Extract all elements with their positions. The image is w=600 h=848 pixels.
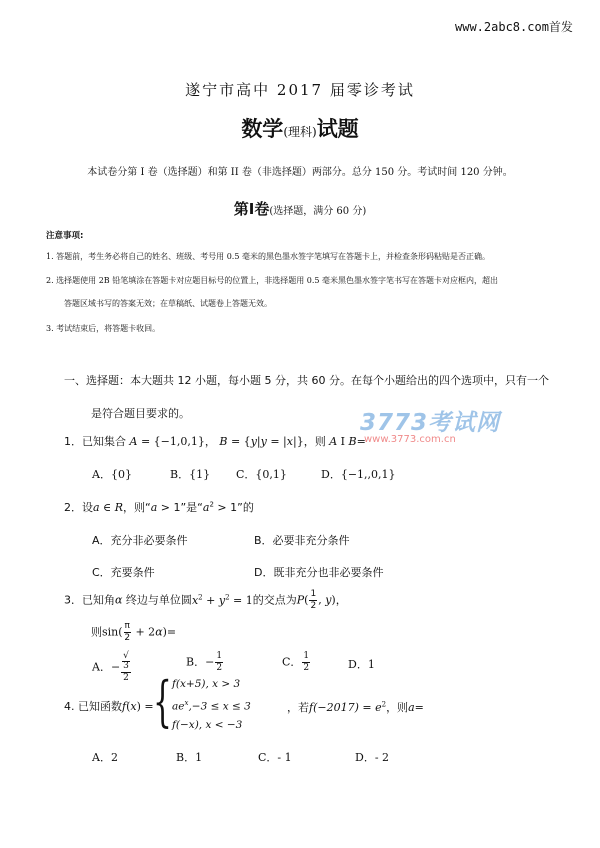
subject-main: 数学 [241,117,284,141]
q1-option-a: A．{0} [92,468,132,481]
q4-option-b: B．1 [176,751,203,764]
q2-in-r: ，则“ [123,501,151,514]
subject-title [0,113,600,143]
watermark [360,404,500,445]
note-3: 3. 考试结束后，将答题卡收回。 [46,324,161,333]
q1-stem: 1．已知集合 A = {−1,0,1}， B = {y|y = |x|}，则 A I B= [64,435,366,448]
q4-prefix: 4. 已知函数 [64,700,122,713]
q3-point-frac: $\frac{1}{2}$ [310,589,317,611]
q1-var-a: A [129,435,138,448]
volume-main: 第Ⅰ卷 [233,200,270,218]
q3-option-d: D．1 [348,658,375,671]
q3-option-b: B．− $\frac{1}{2}$ [186,651,223,673]
volume-sub: (选择题，满分 60 分) [269,206,367,217]
section1-line1: 一、选择题：本大题共 12 小题，每小题 5 分，共 60 分。在每个小题给出的四个选项中，只有一个 [64,374,549,387]
q3-mid1: 终边与单位圆 [122,593,192,607]
q2-c1: > 1”是“ [157,501,203,514]
q1-then: ，则 [303,435,326,448]
q1-option-b: B．{1} [170,468,211,481]
q1-option-c: C．{0,1} [236,468,287,481]
q4-case-2: $ae^x,-3 \le x \le 3$ [172,699,251,713]
watermark-main: 3773考试网 [360,410,501,436]
q3-prefix: 3．已知角 [64,593,115,607]
volume-title [0,198,600,219]
q1-var-b: B [219,435,228,448]
q1-sep: ， [204,435,216,448]
q2-c2: > 1”的 [213,501,254,514]
q2-option-c: C．充要条件 [92,566,155,579]
section1-line2: 是符合题目要求的。 [91,407,190,420]
q4-option-c: C．- 1 [258,751,292,764]
q2-prefix: 2．设 [64,501,93,514]
q3-option-c: C． $\frac{1}{2}$ [282,651,310,673]
q3-tail: ， [335,593,347,607]
q1-prefix: 1．已知集合 [64,435,126,448]
exam-intro: 本试卷分第 I 卷（选择题）和第 II 卷（非选择题）两部分。总分 150 分。考试时间 120 分钟。 [87,167,513,178]
q1-option-d: D．{−1,,0,1} [321,468,396,481]
q1-tail: = [356,435,366,448]
watermark-sub: www.3773.com.cn [364,434,456,445]
note-1: 1. 答题前，考生务必将自己的姓名、班级、考号用 0.5 毫米的黑色墨水签字笔填写在答题卡上，并检查条形码粘贴是否正确。 [46,252,490,261]
q3-ask-prefix: 则 [91,625,102,639]
q3-mid2: 的交点为 [252,593,297,607]
subject-sub: (理科) [283,125,317,139]
q2-option-d: D．既非充分也非必要条件 [254,566,384,579]
note-2a: 2. 选择题使用 2B 铅笔填涂在答题卡对应题目标号的位置上，非选择题用 0.5 毫米黑色墨水签字笔书写在答题卡对应框内，超出 [46,276,499,285]
q3-ask: 则sin( $\frac{\pi}{2}$ + 2α)= [91,621,177,643]
site-tag: www.2abc8.com首发 [455,20,573,34]
notes-heading: 注意事项: [46,231,84,241]
q3-option-a: A．− √ 3 2 [92,651,129,683]
q4-option-a: A．2 [92,751,118,764]
q2-option-b: B．必要非充分条件 [254,534,350,547]
subject-suffix: 试题 [316,117,359,141]
q4-stem: 4. 已知函数f(x) = [64,700,154,713]
q3-pi-frac: $\frac{\pi}{2}$ [124,621,131,643]
q4-case-3: f(−x), x < −3 [172,719,243,731]
note-2b: 答题区域书写的答案无效；在草稿纸、试题卷上答题无效。 [64,299,272,308]
q4-condition: ，若$f(-2017) = e^2$，则a= [287,700,424,714]
q2-option-a: A．充分非必要条件 [92,534,188,547]
school-title: 遂宁市高中 2017 届零诊考试 [185,81,415,99]
q3-stem: 3．已知角α 终边与单位圆$x^2 + y^2 = 1$的交点为P( $\frac{1}{2}$ , y)， [64,589,347,611]
q4-option-d: D．- 2 [355,751,390,764]
q3-ask-suffix: = [166,625,177,639]
q2-stem: 2．设a ∈ R，则“a > 1”是“$a^2 > 1$”的 [64,500,254,514]
q4-brace: { [153,670,172,733]
q4-case-1: f(x+5), x > 3 [172,678,241,690]
q1-set-a: {−1,0,1} [153,435,205,448]
